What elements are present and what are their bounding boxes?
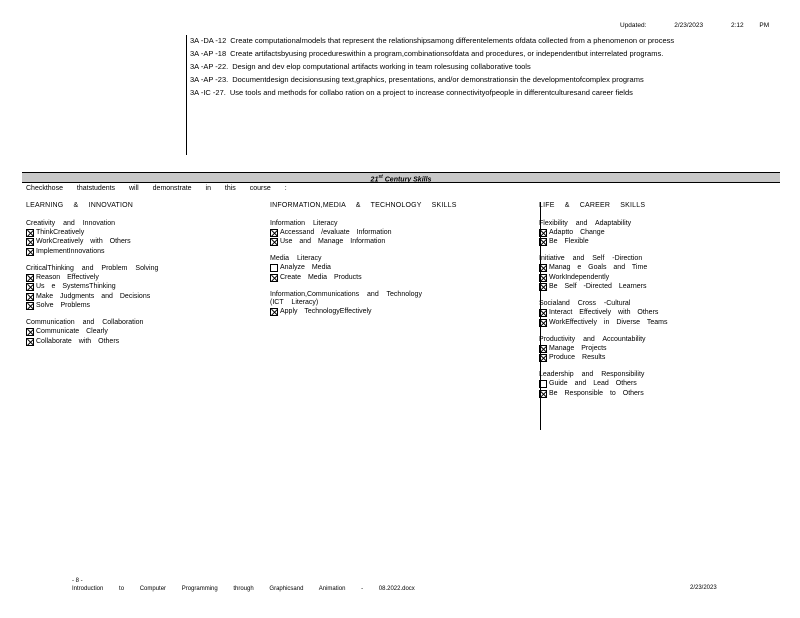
unchecked-checkbox[interactable] <box>539 380 547 388</box>
checked-checkbox[interactable] <box>539 238 547 246</box>
skill-item <box>270 308 530 318</box>
skill-item <box>539 264 781 274</box>
skill-label: WorkCreatively with Others <box>36 238 131 245</box>
skill-label: Be Self -Directed Learners <box>549 283 647 290</box>
skill-item <box>539 389 781 399</box>
checked-checkbox[interactable] <box>539 390 547 398</box>
life-career-column <box>540 202 781 430</box>
checked-checkbox[interactable] <box>270 274 278 282</box>
standard-item <box>190 88 738 97</box>
skill-group <box>26 319 246 347</box>
standard-text: Documentdesign decisionsusing text,graphics, presentations, and/or demonstrationsin the developmentofcomplex programs <box>232 75 644 84</box>
standard-code: 3A -IC -27. <box>190 88 226 97</box>
skill-group-title: Creativity and Innovation <box>26 219 116 227</box>
skill-label: Reason Effectively <box>36 273 99 281</box>
skill-item <box>539 228 781 238</box>
information-media-technology-column <box>270 202 530 325</box>
checked-checkbox[interactable] <box>26 274 34 282</box>
skill-group <box>26 265 246 312</box>
checked-checkbox[interactable] <box>270 308 278 316</box>
footer-date: 2/23/2023 <box>690 585 717 591</box>
standard-code: 3A -DA -12 <box>190 36 227 45</box>
skill-group-title: CriticalThinking and Problem Solving <box>26 264 159 272</box>
standard-code: 3A -AP -23. <box>190 75 229 84</box>
skill-label: WorkIndependently <box>549 273 610 281</box>
skill-item <box>26 273 246 283</box>
skill-item <box>270 264 530 274</box>
skill-label: Communicate Clearly <box>36 328 108 335</box>
checked-checkbox[interactable] <box>539 345 547 353</box>
skill-group-subtitle: (ICT Literacy) <box>270 299 319 306</box>
updated-date: 2/23/2023 <box>674 22 704 29</box>
skill-item <box>26 247 246 257</box>
checked-checkbox[interactable] <box>539 229 547 237</box>
column-heading: INFORMATION,MEDIA & TECHNOLOGY SKILLS <box>270 202 457 209</box>
skill-item <box>26 302 246 312</box>
checked-checkbox[interactable] <box>270 229 278 237</box>
checked-checkbox[interactable] <box>539 319 547 327</box>
intro-instruction: Checkthose thatstudents will demonstrate in this course : <box>26 185 287 192</box>
standard-text: Create artifactsbyusing procedureswithin a program,combinationsofdata and procedures, or independentbut interrelated programs. <box>230 49 664 58</box>
skill-label: Guide and Lead Others <box>549 380 637 387</box>
document-title: Introduction to Computer Programming through Graphicsand Animation - 08.2022.docx <box>72 586 415 592</box>
skill-label: Manage Projects <box>549 344 607 352</box>
column-heading: LEARNING & INNOVATION <box>26 202 134 209</box>
checked-checkbox[interactable] <box>26 238 34 246</box>
skill-item <box>539 380 781 390</box>
skill-item <box>539 344 781 354</box>
updated-stamp <box>620 22 781 29</box>
skill-label: Adaptto Change <box>549 228 605 236</box>
page-number: - 8 - <box>72 578 83 584</box>
checked-checkbox[interactable] <box>26 338 34 346</box>
skill-item <box>539 283 781 293</box>
skill-group-title: Communication and Collaboration <box>26 319 144 326</box>
skill-group <box>539 336 781 364</box>
checked-checkbox[interactable] <box>539 354 547 362</box>
checked-checkbox[interactable] <box>539 283 547 291</box>
checked-checkbox[interactable] <box>26 248 34 256</box>
footer-left <box>72 577 415 593</box>
skill-group-title: Media Literacy <box>270 255 322 262</box>
skill-label: ThinkCreatively <box>36 228 85 236</box>
skill-label: ImplementInnovations <box>36 247 105 255</box>
skill-label: Make Judgments and Decisions <box>36 292 151 300</box>
skill-label: Apply TechnologyEffectively <box>280 308 372 315</box>
standard-item <box>190 62 738 71</box>
skill-label: Us e SystemsThinking <box>36 283 116 290</box>
skill-label: Solve Problems <box>36 302 91 309</box>
checked-checkbox[interactable] <box>270 238 278 246</box>
banner-number: 21 <box>370 176 379 184</box>
learning-innovation-column <box>26 202 246 355</box>
skill-label: Produce Results <box>549 354 606 361</box>
checked-checkbox[interactable] <box>539 274 547 282</box>
skill-group-title: Productivity and Accountability <box>539 335 646 343</box>
skill-item <box>26 292 246 302</box>
unchecked-checkbox[interactable] <box>270 264 278 272</box>
checked-checkbox[interactable] <box>26 229 34 237</box>
checked-checkbox[interactable] <box>539 309 547 317</box>
column-heading: LIFE & CAREER SKILLS <box>539 202 646 209</box>
standard-code: 3A -AP -22. <box>190 62 229 71</box>
skill-label: Use and Manage Information <box>280 238 386 245</box>
checked-checkbox[interactable] <box>26 293 34 301</box>
skill-item <box>26 228 246 238</box>
skill-group-title: Information,Communications and Technology <box>270 290 422 298</box>
checked-checkbox[interactable] <box>26 283 34 291</box>
standard-item <box>190 75 738 84</box>
skill-item <box>270 238 530 248</box>
skill-label: Be Responsible to Others <box>549 389 644 397</box>
skill-label: Manag e Goals and Time <box>549 264 648 271</box>
updated-label: Updated: <box>620 22 647 29</box>
skill-group <box>539 371 781 399</box>
skill-group <box>539 220 781 248</box>
updated-time: 2:12 PM <box>730 22 770 29</box>
skill-item <box>539 273 781 283</box>
standard-item <box>190 36 738 45</box>
skill-label: Accessand /evaluate Information <box>280 228 392 236</box>
checked-checkbox[interactable] <box>26 302 34 310</box>
standard-text: Design and dev elop computational artifacts working in team rolesusing collaborative tools <box>232 62 531 71</box>
skill-item <box>539 318 781 328</box>
checked-checkbox[interactable] <box>26 328 34 336</box>
skill-label: WorkEffectively in Diverse Teams <box>549 318 668 326</box>
banner-superscript: st <box>378 174 383 180</box>
standards-list <box>190 36 738 101</box>
skill-group <box>26 220 246 257</box>
skill-item <box>270 273 530 283</box>
skill-group <box>539 300 781 328</box>
skill-group <box>539 255 781 292</box>
standards-left-rule <box>186 35 187 155</box>
banner-title: Century Skills <box>384 176 432 184</box>
skill-item <box>26 337 246 347</box>
skill-group-title: Information Literacy <box>270 219 338 227</box>
skill-item <box>26 328 246 338</box>
skill-group-title: Flexibility and Adaptability <box>539 219 632 227</box>
skill-label: Interact Effectively with Others <box>549 309 659 316</box>
skill-group <box>270 255 530 283</box>
skill-label: Analyze Media <box>280 264 331 271</box>
checked-checkbox[interactable] <box>539 264 547 272</box>
standard-item <box>190 49 738 58</box>
skill-item <box>270 228 530 238</box>
skill-group <box>270 291 530 318</box>
skill-label: Create Media Products <box>280 273 362 281</box>
skill-label: Collaborate with Others <box>36 337 120 345</box>
skill-label: Be Flexible <box>549 238 589 245</box>
skill-item <box>26 283 246 293</box>
skill-group <box>270 220 530 248</box>
standard-code: 3A -AP -18 <box>190 49 227 58</box>
skill-group-title: Initiative and Self -Direction <box>539 255 643 262</box>
skill-item <box>539 354 781 364</box>
skill-group-title: Leadership and Responsibility <box>539 371 645 378</box>
standard-text: Use tools and methods for collabo ration on a project to increase connectivityofpeople in differentculturesand career fields <box>229 88 633 97</box>
skill-item <box>26 238 246 248</box>
skill-item <box>539 309 781 319</box>
skill-item <box>539 238 781 248</box>
skill-group-title: Socialand Cross -Cultural <box>539 300 631 307</box>
century-skills-banner <box>22 172 780 183</box>
standard-text: Create computationalmodels that represent the relationshipsamong differentelements ofdata collected from a phenomenon or process <box>230 36 675 45</box>
